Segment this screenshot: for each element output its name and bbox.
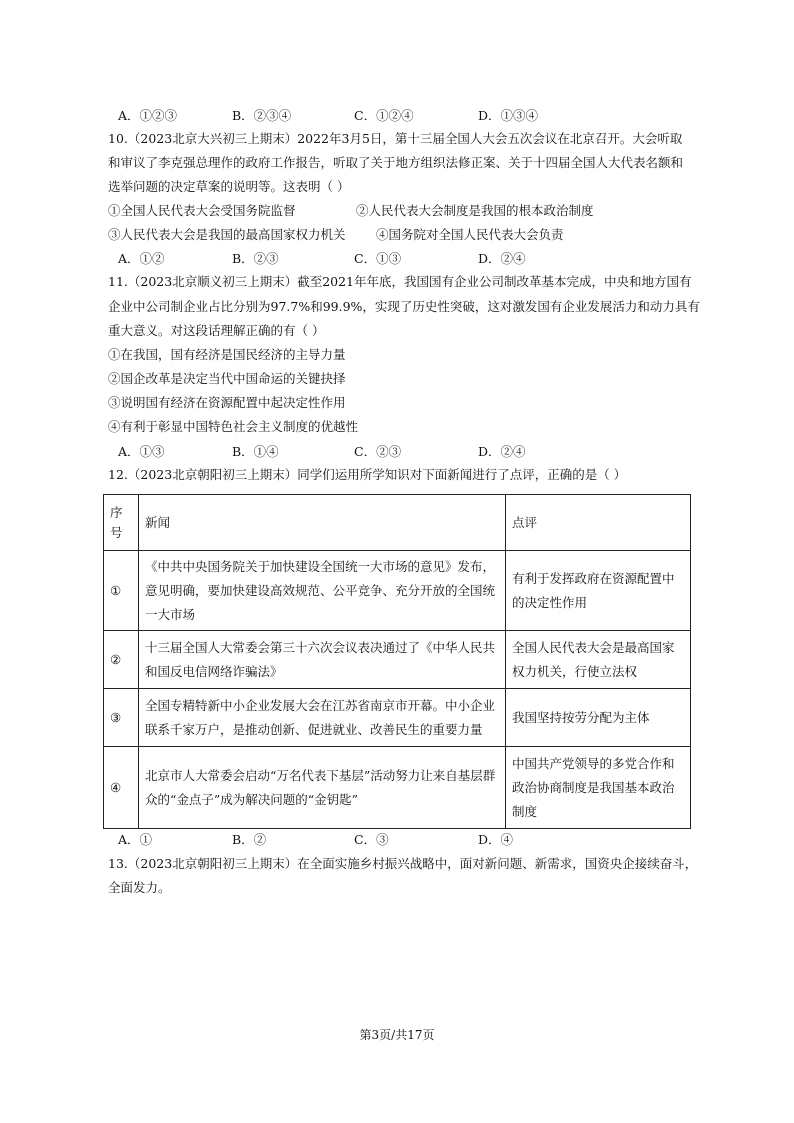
q11-option-a: A．①③ [118,444,165,459]
table-row [104,689,691,747]
table-header-row [104,495,691,551]
q10-option-c: C．①③ [354,251,402,266]
q11-stem-line-2: 企业中公司制企业占比分别为97.7%和99.9%，实现了历史性突破，这对激发国有企业发展活力和动力具有 [108,299,700,314]
q10-stem-line-1: 10.（2023北京大兴初三上期末）2022年3月5日，第十三届全国人大会五次会议在北京召开。大会听取 [108,131,683,146]
row-comment: 有利于发挥政府在资源配置中的决定性作用 [506,551,691,631]
row-num: ② [104,631,139,689]
q9-option-c: C．①②④ [354,108,414,123]
q11-option-b: B．①④ [232,444,279,459]
row-num: ③ [104,689,139,747]
q13-stem-line-2: 全面发力。 [108,880,171,895]
q12-option-d: D．④ [478,832,514,847]
q12-option-a: A．① [118,832,153,847]
q12-stem: 12.（2023北京朝阳初三上期末）同学们运用所学知识对下面新闻进行了点评，正确的是（ ） [108,467,627,482]
q12-option-c: C．③ [354,832,389,847]
row-comment: 中国共产党领导的多党合作和政治协商制度是我国基本政治制度 [506,747,691,829]
q10-statement-3: ③人民代表大会是我国的最高国家权力机关 [108,227,346,242]
table-row [104,747,691,829]
q10-statement-1: ①全国人民代表大会受国务院监督 [108,203,296,218]
row-num: ④ [104,747,139,829]
q9-option-b: B．②③④ [232,108,292,123]
page-footer: 第3页/共17页 [359,1028,435,1042]
q9-option-a: A．①②③ [118,108,178,123]
q11-statement-2: ②国企改革是决定当代中国命运的关键抉择 [108,371,346,386]
header-num: 序号 [104,495,139,551]
q10-statement-2: ②人民代表大会制度是我国的根本政治制度 [356,203,594,218]
q10-statement-4: ④国务院对全国人民代表大会负责 [376,227,564,242]
q10-stem-line-3: 选举问题的决定草案的说明等。这表明（ ） [108,179,350,194]
q10-option-b: B．②③ [232,251,279,266]
table-row [104,631,691,689]
row-news: 北京市人大常委会启动“万名代表下基层”活动努力让来自基层群众的“金点子”成为解决问题的“金钥匙” [139,747,506,829]
row-comment: 全国人民代表大会是最高国家权力机关，行使立法权 [506,631,691,689]
q11-stem-line-1: 11.（2023北京顺义初三上期末）截至2021年年底，我国国有企业公司制改革基本完成，中央和地方国有 [108,274,692,289]
table-row [104,551,691,631]
row-news: 《中共中央国务院关于加快建设全国统一大市场的意见》发布，意见明确，要加快建设高效规范、公平竞争、充分开放的全国统一大市场 [139,551,506,631]
q10-stem-line-2: 和审议了李克强总理作的政府工作报告，听取了关于地方组织法修正案、关于十四届全国人大代表名额和 [108,155,684,170]
row-news: 全国专精特新中小企业发展大会在江苏省南京市开幕。中小企业联系千家万户，是推动创新、促进就业、改善民生的重要力量 [139,689,506,747]
q11-statement-1: ①在我国，国有经济是国民经济的主导力量 [108,347,346,362]
row-comment: 我国坚持按劳分配为主体 [506,689,691,747]
q11-statement-3: ③说明国有经济在资源配置中起决定性作用 [108,395,346,410]
q10-option-a: A．①② [118,251,165,266]
q10-option-d: D．②④ [478,251,526,266]
q11-statement-4: ④有利于彰显中国特色社会主义制度的优越性 [108,419,359,434]
header-news: 新闻 [139,495,506,551]
row-news: 十三届全国人大常委会第三十六次会议表决通过了《中华人民共和国反电信网络诈骗法》 [139,631,506,689]
q11-option-c: C．②③ [354,444,402,459]
q11-stem-line-3: 重大意义。对这段话理解正确的有（ ） [108,323,325,338]
q12-news-table [103,494,691,829]
q13-stem-line-1: 13.（2023北京朝阳初三上期末）在全面实施乡村振兴战略中，面对新问题、新需求，国资央企接续奋斗， [108,856,698,871]
row-num: ① [104,551,139,631]
q9-option-d: D．①③④ [478,108,539,123]
q11-option-d: D．②④ [478,444,526,459]
q12-option-b: B．② [232,832,267,847]
header-comment: 点评 [506,495,691,551]
